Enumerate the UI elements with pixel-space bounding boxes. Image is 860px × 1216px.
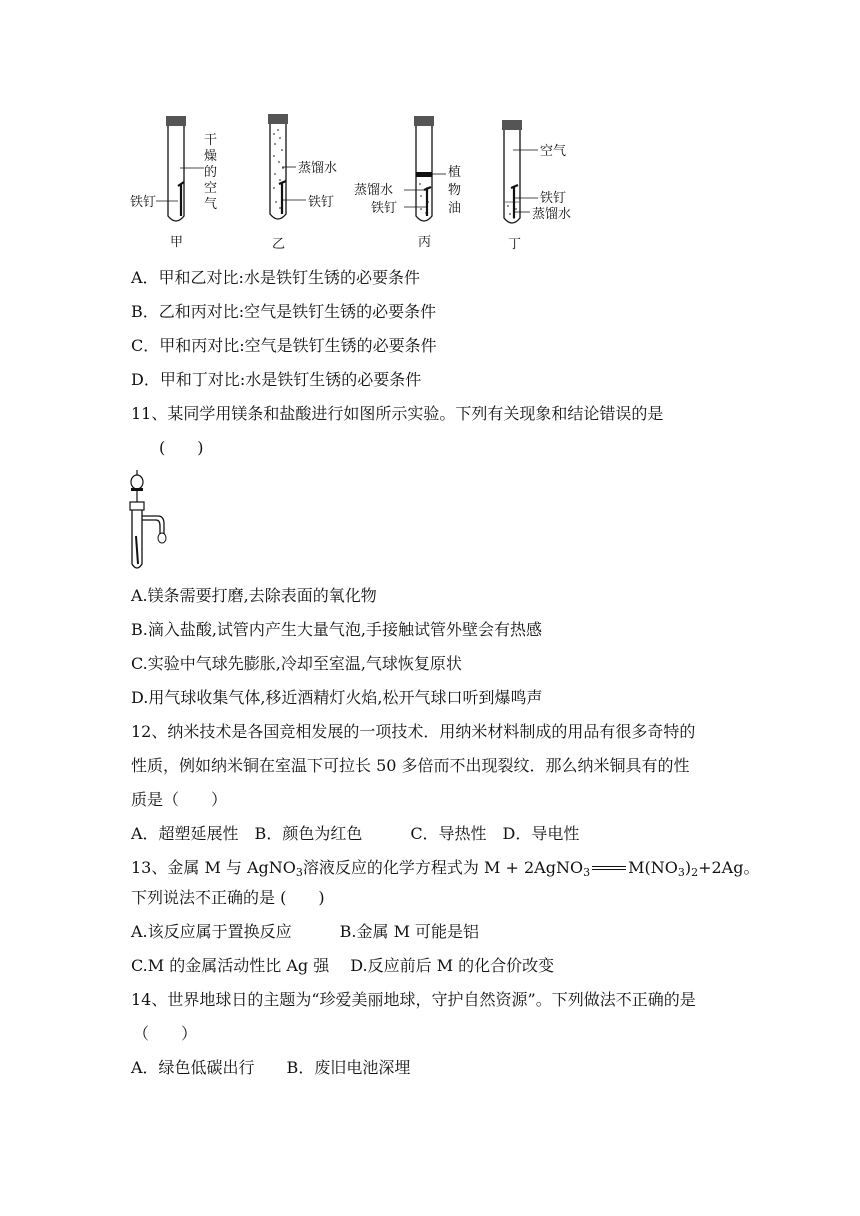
q12-stem-line-1: 12、纳米技术是各国竞相发展的一项技术．用纳米材料制成的用品有很多奇特的 xyxy=(131,722,696,741)
tube-yi-name: 乙 xyxy=(272,237,286,252)
q12-options: A．超塑延展性 B．颜色为红色 C．导热性 D．导电性 xyxy=(131,824,580,843)
q13-stem-part-a: 13、金属 M 与 AgNO xyxy=(131,858,296,877)
tube-bing-label-3: 油 xyxy=(448,201,462,216)
tube-bing-water-label: 蒸馏水 xyxy=(354,183,394,198)
tube-ding xyxy=(502,120,571,252)
tube-yi-nail-label: 铁钉 xyxy=(308,195,335,210)
q13-options-row-1: A.该反应属于置换反应 B.金属 M 可能是铝 xyxy=(131,922,480,941)
q11-option-d: D.用气球收集气体,移近酒精灯火焰,松开气球口听到爆鸣声 xyxy=(131,688,543,707)
q10-option-a: A．甲和乙对比:水是铁钉生锈的必要条件 xyxy=(131,268,420,287)
q13-stem-part-d: ) xyxy=(684,858,692,877)
tube-bing-label-1: 植 xyxy=(448,165,462,180)
q11-option-b: B.滴入盐酸,试管内产生大量气泡,手接触试管外壁会有热感 xyxy=(131,620,543,639)
tube-jia-label-2: 燥 xyxy=(204,149,218,164)
tube-jia-label-3: 的 xyxy=(204,165,218,180)
tube-bing-label-2: 物 xyxy=(448,183,462,198)
tube-ding-name: 丁 xyxy=(508,237,522,252)
q11-option-c: C.实验中气球先膨胀,冷却至室温,气球恢复原状 xyxy=(131,654,462,673)
q12-stem-line-3: 质是（ ） xyxy=(131,790,228,809)
q13-stem-line-2: 下列说法不正确的是 ( ) xyxy=(131,888,325,907)
tube-jia-label-5: 气 xyxy=(204,197,218,212)
tube-jia-label-4: 空 xyxy=(204,181,218,196)
tube-yi-water-label: 蒸馏水 xyxy=(298,161,338,176)
q10-option-b: B．乙和丙对比:空气是铁钉生锈的必要条件 xyxy=(131,302,437,321)
tube-ding-air-label: 空气 xyxy=(540,144,567,159)
q13-sub-3b: 3 xyxy=(583,866,591,879)
tube-ding-water-label: 蒸馏水 xyxy=(532,207,572,222)
magnesium-hcl-apparatus xyxy=(124,466,172,576)
tube-bing-name: 丙 xyxy=(418,235,432,250)
q11-bracket: ( ) xyxy=(159,438,204,457)
q11-stem: 11、某同学用镁条和盐酸进行如图所示实验。下列有关现象和结论错误的是 xyxy=(131,404,664,423)
tube-bing xyxy=(354,116,461,250)
q14-options: A．绿色低碳出行 B．废旧电池深埋 xyxy=(131,1058,411,1077)
q13-sub-2: 2 xyxy=(691,866,699,879)
test-tubes-figure xyxy=(128,112,598,258)
tube-jia-name: 甲 xyxy=(170,235,184,250)
tube-ding-nail-label: 铁钉 xyxy=(540,191,567,206)
q14-stem: 14、世界地球日的主题为“珍爱美丽地球，守护自然资源”。下列做法不正确的是 xyxy=(131,990,696,1009)
q13-sub-3a: 3 xyxy=(295,866,303,879)
q12-stem-line-2: 性质，例如纳米铜在室温下可拉长 50 多倍而不出现裂纹．那么纳米铜具有的性 xyxy=(131,756,690,775)
equation-equals-sign xyxy=(592,866,626,870)
q13-stem xyxy=(131,858,759,878)
q11-option-a: A.镁条需要打磨,去除表面的氧化物 xyxy=(131,586,377,605)
q14-bracket: （ ） xyxy=(133,1024,198,1043)
q13-sub-3c: 3 xyxy=(677,866,685,879)
q10-option-c: C．甲和丙对比:空气是铁钉生锈的必要条件 xyxy=(131,336,437,355)
q13-stem-part-c: M(NO xyxy=(628,858,678,877)
tube-jia-nail-label: 铁钉 xyxy=(130,195,157,210)
tube-yi xyxy=(268,114,337,252)
tube-bing-nail-label: 铁钉 xyxy=(371,201,398,216)
q13-stem-part-e: +2Ag。 xyxy=(698,858,760,877)
tube-jia-label-1: 干 xyxy=(204,133,218,148)
tube-jia xyxy=(130,116,217,250)
q13-stem-part-b: 溶液反应的化学方程式为 M + 2AgNO xyxy=(302,858,584,877)
q13-options-row-2: C.M 的金属活动性比 Ag 强 D.反应前后 M 的化合价改变 xyxy=(131,956,555,975)
q10-option-d: D．甲和丁对比:水是铁钉生锈的必要条件 xyxy=(131,370,422,389)
